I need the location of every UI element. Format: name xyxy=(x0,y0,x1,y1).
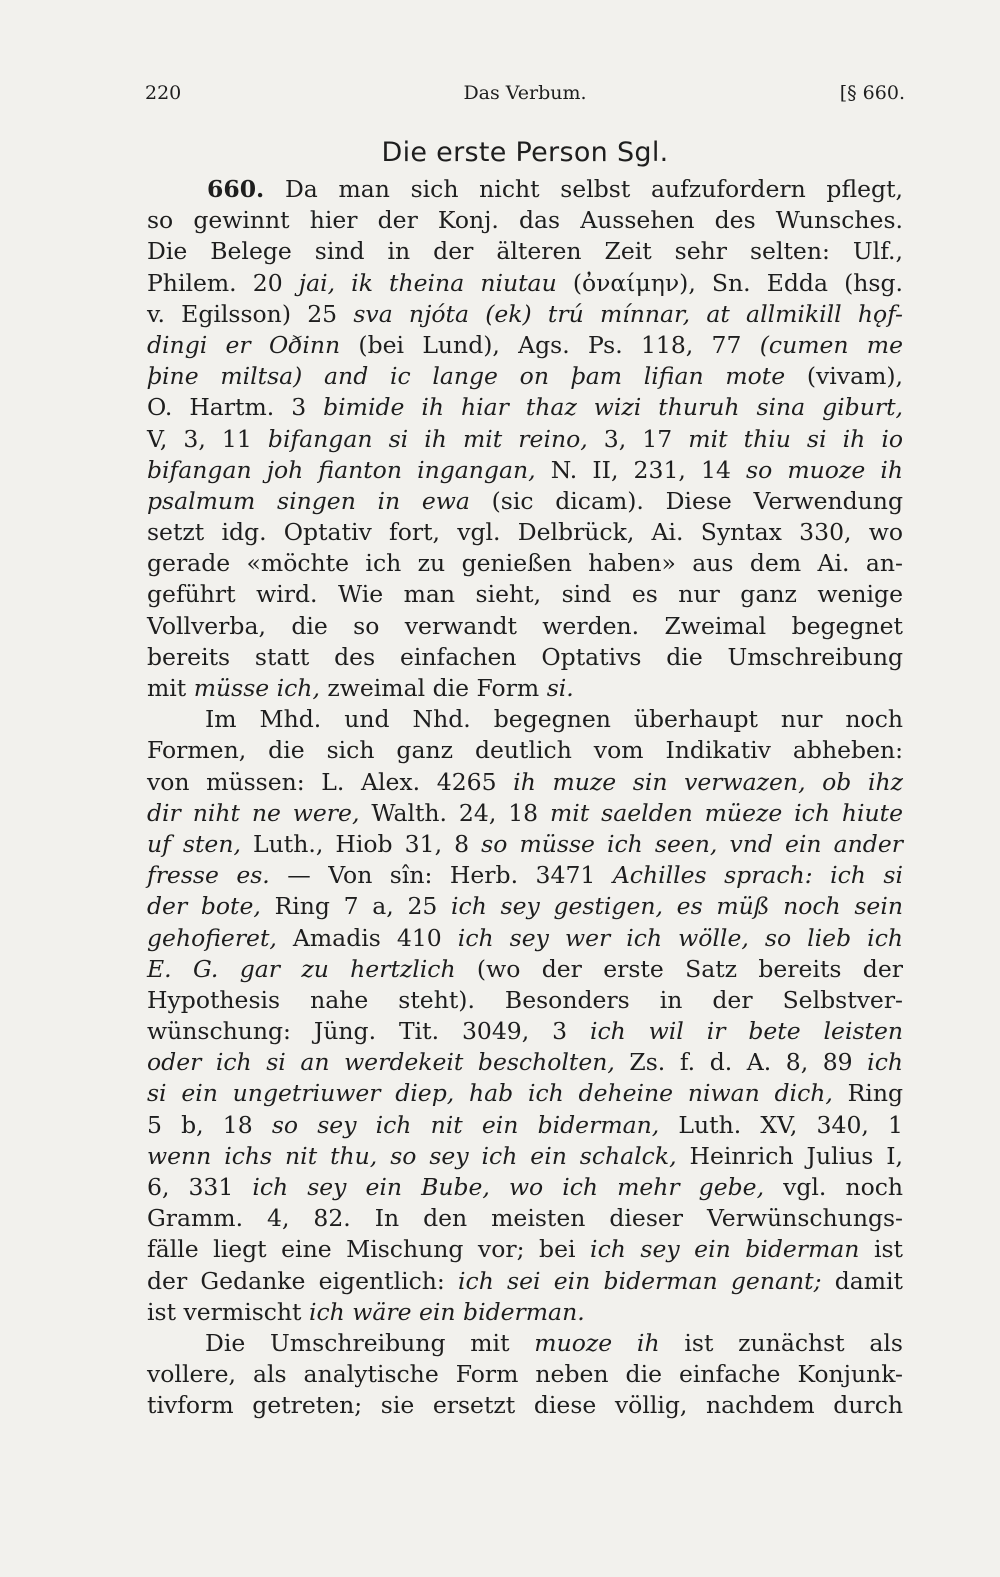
text-segment: (vivam), xyxy=(785,362,903,391)
italic-citation: bifangan si ih mit reino, xyxy=(267,424,588,453)
text-segment: setzt idg. Optativ fort, vgl. Delbrück, Ai. Syntax 330, wo xyxy=(147,518,903,547)
paragraph-number: 660. xyxy=(207,175,265,203)
italic-citation: dir niht ne were, xyxy=(147,798,360,827)
text-line xyxy=(147,767,903,798)
text-segment: Formen, die sich ganz deutlich vom Indikativ abheben: xyxy=(147,736,903,765)
text-segment: N. II, 231, 14 xyxy=(535,455,747,484)
italic-citation: sva njóta (ek) trú mínnar, at allmikill hǫf- xyxy=(353,299,903,328)
text-segment: der Gedanke eigentlich: xyxy=(147,1266,459,1295)
text-line xyxy=(147,642,903,673)
text-segment: v. Egilsson) 25 xyxy=(147,299,354,328)
italic-citation: so müsse ich seen, vnd ein ander xyxy=(481,829,903,858)
text-segment: V, 3, 11 xyxy=(147,424,268,453)
text-segment: 6, 331 xyxy=(147,1173,253,1201)
text-segment: ist zunächst als xyxy=(659,1328,903,1357)
italic-citation: ich wäre ein biderman. xyxy=(308,1297,585,1326)
text-segment: (ὀναίμην), Sn. Edda (hsg. xyxy=(556,268,903,297)
text-line xyxy=(147,1234,903,1265)
text-segment: fälle liegt eine Mischung vor; bei xyxy=(147,1235,591,1264)
italic-citation: si ein ungetriuwer diep, hab ich deheine niwan dich, xyxy=(147,1079,833,1108)
text-segment: 5 b, 18 xyxy=(147,1110,272,1139)
italic-citation: ich sey wer ich wölle, so lieb ich xyxy=(457,923,903,952)
text-segment: Luth., Hiob 31, 8 xyxy=(240,829,482,858)
text-segment: Zs. f. d. A. 8, 89 xyxy=(614,1048,868,1077)
section-title: Die erste Person Sgl. xyxy=(381,137,669,168)
text-segment: Amadis 410 xyxy=(276,923,458,952)
text-segment: tivform getreten; sie ersetzt diese völlig, nachdem durch xyxy=(147,1391,903,1420)
italic-citation: mit saelden müeze ich hiute xyxy=(550,798,904,827)
text-line xyxy=(147,611,903,642)
text-line xyxy=(147,205,903,236)
text-segment: (bei Lund), Ags. Ps. 118, 77 xyxy=(340,330,760,359)
text-segment: (wo der erste Satz bereits der xyxy=(455,954,903,983)
italic-citation: ich wil ir bete leisten xyxy=(589,1017,904,1046)
italic-citation: dingi er Oðinn xyxy=(147,330,341,359)
text-line xyxy=(147,1297,903,1328)
text-line xyxy=(147,268,903,299)
text-line xyxy=(147,1078,903,1109)
text-line xyxy=(147,954,903,985)
text-line xyxy=(147,392,903,423)
text-segment: Philem. 20 xyxy=(147,268,299,297)
text-line xyxy=(147,361,903,392)
text-segment: geführt wird. Wie man sieht, sind es nur ganz wenige xyxy=(147,580,903,609)
italic-citation: gehofieret, xyxy=(147,923,277,952)
italic-citation: so muoze ih xyxy=(746,455,903,484)
italic-citation: müsse ich, xyxy=(193,674,320,702)
text-segment: Ring 7 a, 25 xyxy=(260,892,452,921)
italic-citation: ich sey ein biderman xyxy=(590,1235,860,1264)
text-segment: damit xyxy=(821,1266,903,1295)
text-line xyxy=(147,860,903,891)
italic-citation: oder ich si an werdekeit bescholten, xyxy=(147,1048,615,1077)
text-line xyxy=(147,299,903,330)
italic-citation: (cumen me xyxy=(759,330,903,359)
text-line xyxy=(147,548,903,579)
italic-citation: si. xyxy=(546,674,574,702)
text-segment: Heinrich Julius I, xyxy=(676,1141,904,1170)
text-line xyxy=(147,735,903,766)
text-line xyxy=(147,330,903,361)
italic-citation: mit thiu si ih io xyxy=(688,424,903,453)
text-line xyxy=(147,1328,903,1359)
italic-citation: ih muze sin verwazen, ob ihz xyxy=(513,767,904,796)
italic-citation: þine miltsa) and ic lange on þam lifian mote xyxy=(147,362,786,391)
text-line xyxy=(147,517,903,548)
text-line xyxy=(147,1110,903,1141)
text-line xyxy=(147,1141,903,1172)
text-segment: Hypothesis nahe steht). Besonders in der Selbstver- xyxy=(147,985,903,1014)
text-line xyxy=(147,424,903,455)
text-segment: Luth. XV, 340, 1 xyxy=(659,1110,903,1139)
text-segment: ist vermischt xyxy=(147,1297,309,1326)
text-line xyxy=(147,236,903,267)
text-segment: O. Hartm. 3 xyxy=(147,393,324,422)
text-line xyxy=(147,486,903,517)
text-line xyxy=(147,673,903,704)
italic-citation: ich sei ein biderman genant; xyxy=(458,1266,822,1295)
text-segment: gerade «möchte ich zu genießen haben» aus dem Ai. an- xyxy=(147,549,903,578)
text-line xyxy=(147,1016,903,1047)
italic-citation: ich xyxy=(867,1048,903,1077)
text-line xyxy=(147,891,903,922)
italic-citation: uf sten, xyxy=(147,829,241,858)
italic-citation: wenn ichs nit thu, so sey ich ein schalck, xyxy=(147,1141,677,1170)
text-line xyxy=(147,455,903,486)
text-segment: mit xyxy=(147,674,194,702)
text-line xyxy=(147,1203,903,1234)
text-segment: Ring xyxy=(832,1079,903,1108)
italic-citation: bifangan joh fianton ingangan, xyxy=(147,455,536,484)
body-text xyxy=(147,174,903,1422)
italic-citation: ich sey gestigen, es müß noch sein xyxy=(451,892,903,921)
running-title: Das Verbum. xyxy=(463,82,587,104)
italic-citation: jai, ik theina niutau xyxy=(298,268,557,297)
italic-citation: der bote, xyxy=(147,892,261,921)
text-line xyxy=(147,985,903,1016)
text-segment: ist xyxy=(859,1235,903,1264)
text-segment: wünschung: Jüng. Tit. 3049, 3 xyxy=(147,1017,590,1046)
running-header xyxy=(145,82,905,112)
text-segment: — Von sîn: Herb. 3471 xyxy=(269,861,613,890)
text-segment: 3, 17 xyxy=(587,424,689,453)
italic-citation: E. G. gar zu hertzlich xyxy=(147,954,456,983)
text-segment: Da man sich nicht selbst aufzufordern pflegt, xyxy=(264,175,903,203)
italic-citation: ich sey ein Bube, wo ich mehr gebe, xyxy=(252,1173,765,1201)
italic-citation: fresse es. xyxy=(147,861,270,890)
text-line xyxy=(147,829,903,860)
page-number: 220 xyxy=(145,82,182,104)
italic-citation: muoze ih xyxy=(534,1328,660,1357)
text-line xyxy=(147,923,903,954)
text-line xyxy=(147,1390,903,1421)
text-segment: Die Belege sind in der älteren Zeit sehr selten: Ulf., xyxy=(147,237,903,266)
text-line xyxy=(147,1047,903,1078)
text-line xyxy=(147,1172,903,1203)
text-line xyxy=(147,704,903,735)
text-segment: vgl. noch xyxy=(764,1173,904,1201)
text-segment: Vollverba, die so verwandt werden. Zweimal begegnet xyxy=(147,611,903,640)
text-segment: vollere, als analytische Form neben die einfache Konjunk- xyxy=(147,1360,903,1389)
text-segment: Walth. 24, 18 xyxy=(359,798,551,827)
text-line xyxy=(147,579,903,610)
text-segment: von müssen: L. Alex. 4265 xyxy=(147,767,514,796)
italic-citation: psalmum singen in ewa xyxy=(147,486,470,515)
text-line xyxy=(147,1359,903,1390)
text-line xyxy=(147,1266,903,1297)
text-segment: so gewinnt hier der Konj. das Aussehen des Wunsches. xyxy=(147,206,903,235)
text-segment: zweimal die Form xyxy=(319,674,547,702)
text-line xyxy=(147,174,903,205)
text-line xyxy=(147,798,903,829)
text-segment: Gramm. 4, 82. In den meisten dieser Verwünschungs- xyxy=(147,1204,903,1233)
text-segment: Die Umschreibung mit xyxy=(205,1328,535,1357)
italic-citation: bimide ih hiar thaz wizi thuruh sina giburt, xyxy=(323,393,904,422)
text-segment: (sic dicam). Diese Verwendung xyxy=(469,486,903,515)
text-segment: Im Mhd. und Nhd. begegnen überhaupt nur noch xyxy=(205,705,903,734)
italic-citation: Achilles sprach: ich si xyxy=(612,861,903,890)
text-segment: bereits statt des einfachen Optativs die Umschreibung xyxy=(147,642,903,671)
section-reference: [§ 660. xyxy=(839,82,905,104)
italic-citation: so sey ich nit ein biderman, xyxy=(271,1110,660,1139)
